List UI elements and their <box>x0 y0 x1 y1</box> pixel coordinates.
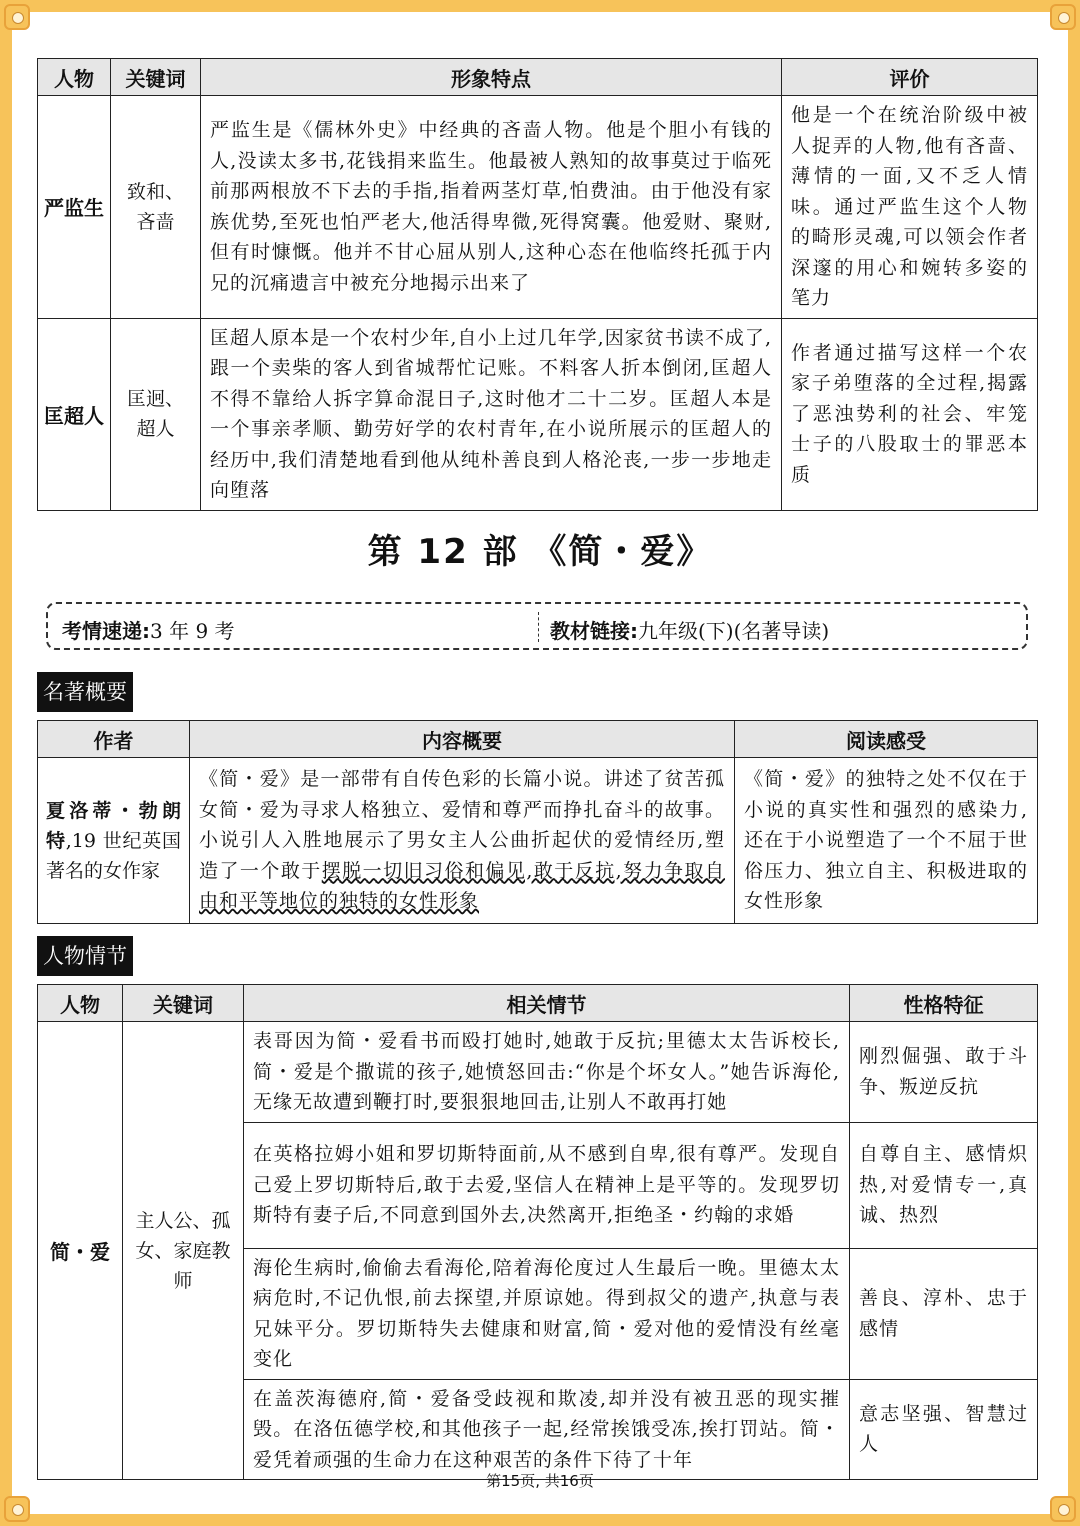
section-heading-summary: 名著概要 <box>37 672 133 712</box>
header-cell: 形象特点 <box>201 59 782 96</box>
keyword-cell: 致和、吝啬 <box>111 96 201 319</box>
summary-table <box>37 720 1038 924</box>
feature-cell: 匡超人原本是一个农村少年,自小上过几年学,因家贫书读不成了,跟一个卖柴的客人到省城帮忙记账。不料客人折本倒闭,匡超人不得不靠给人拆字算命混日子,这时他才二十二岁。匡超人本是一个事亲孝顺、勤劳好学的农村青年,在小说所展示的匡超人的经历中,我们清楚地看到他从纯朴善良到人格沦丧,一步一步地走向堕落 <box>201 318 782 510</box>
table-row <box>38 96 1038 319</box>
evaluation-cell: 他是一个在统治阶级中被人捉弄的人物,他有吝啬、薄情的一面,又不乏人情味。通过严监生这个人物的畸形灵魂,可以领会作者深邃的用心和婉转多姿的笔力 <box>782 96 1038 319</box>
header-cell: 评价 <box>782 59 1038 96</box>
reading-feeling: 《简・爱》的独特之处不仅在于小说的真实性和强烈的感染力,还在于小说塑造了一个不屈于世俗压力、独立自主、积极进取的女性形象 <box>735 758 1038 924</box>
exam-label: 考情速递: <box>62 619 150 643</box>
corner-ornament <box>1050 4 1076 30</box>
keyword-cell: 匡迥、超人 <box>111 318 201 510</box>
author-name: 夏洛蒂・勃朗特 <box>46 799 181 852</box>
plot-cell: 在英格拉姆小姐和罗切斯特面前,从不感到自卑,很有尊严。发现自己爱上罗切斯特后,敢于去爱,坚信人在精神上是平等的。发现罗切斯特有妻子后,不同意到国外去,决然离开,拒绝圣・约翰的求婚 <box>244 1122 850 1248</box>
textbook-info <box>550 615 829 644</box>
header-cell: 人物 <box>38 59 111 96</box>
header-cell: 关键词 <box>111 59 201 96</box>
header-cell: 阅读感受 <box>735 721 1038 758</box>
character-name: 匡超人 <box>38 318 111 510</box>
author-cell <box>38 758 190 924</box>
page-number: 第15页, 共16页 <box>486 1472 594 1490</box>
corner-ornament <box>4 1496 30 1522</box>
character-name: 简・爱 <box>38 1022 123 1480</box>
plot-cell: 表哥因为简・爱看书而殴打她时,她敢于反抗;里德太太告诉校长,简・爱是个撒谎的孩子,她愤怒回击:“你是个坏女人。”她告诉海伦,无缘无故遭到鞭打时,要狠狠地回击,让别人不敢再打她 <box>244 1022 850 1123</box>
summary-underlined-text: 摆脱一切旧习俗和偏见,敢于反抗,努力争取自由和平等地位的独特的女性形象 <box>199 859 725 913</box>
header-cell: 关键词 <box>123 985 244 1022</box>
info-box <box>46 602 1028 650</box>
trait-cell: 自尊自主、感情炽热,对爱情专一,真诚、热烈 <box>850 1122 1038 1248</box>
table-header-row <box>38 985 1038 1022</box>
trait-cell: 善良、淳朴、忠于感情 <box>850 1248 1038 1379</box>
trait-cell: 意志坚强、智慧过人 <box>850 1379 1038 1480</box>
textbook-label: 教材链接: <box>550 619 638 643</box>
plot-table <box>37 984 1038 1480</box>
corner-ornament <box>1050 1496 1076 1522</box>
author-description: ,19 世纪英国著名的女作家 <box>46 829 181 882</box>
exam-info <box>62 615 235 644</box>
header-cell: 内容概要 <box>190 721 735 758</box>
summary-text: 《简・爱》是一部带有自传色彩的长篇小说。讲述了贫苦孤女简・爱为寻求人格独立、爱情和尊严而挣扎奋斗的故事。小说引人入胜地展示了男女主人公曲折起伏的爱情经历,塑造了一个敢于 <box>199 768 725 882</box>
table-row <box>38 1022 1038 1123</box>
table-row <box>38 758 1038 924</box>
corner-ornament <box>4 4 30 30</box>
header-cell: 相关情节 <box>244 985 850 1022</box>
character-table-rulin <box>37 58 1038 511</box>
evaluation-cell: 作者通过描写这样一个农家子弟堕落的全过程,揭露了恶浊势利的社会、牢笼士子的八股取士的罪恶本质 <box>782 318 1038 510</box>
header-cell: 人物 <box>38 985 123 1022</box>
feature-cell: 严监生是《儒林外史》中经典的吝啬人物。他是个胆小有钱的人,没读太多书,花钱捐来监生。他最被人熟知的故事莫过于临死前那两根放不下去的手指,指着两茎灯草,怕费油。由于他没有家族优势,至死也怕严老大,他活得卑微,死得窝囊。他爱财、聚财,但有时慷慨。他并不甘心屈从别人,这种心态在他临终托孤于内兄的沉痛遗言中被充分地揭示出来了 <box>201 96 782 319</box>
plot-cell: 海伦生病时,偷偷去看海伦,陪着海伦度过人生最后一晚。里德太太病危时,不记仇恨,前去探望,并原谅她。得到叔父的遗产,执意与表兄妹平分。罗切斯特失去健康和财富,简・爱对他的爱情没有丝毫变化 <box>244 1248 850 1379</box>
chapter-title: 第 12 部 《简・爱》 <box>367 532 713 572</box>
table-header-row <box>38 59 1038 96</box>
divider <box>538 612 539 642</box>
section-heading-plot: 人物情节 <box>37 936 133 976</box>
content-summary <box>190 758 735 924</box>
table-row <box>38 318 1038 510</box>
keyword-cell: 主人公、孤女、家庭教师 <box>123 1022 244 1480</box>
character-name: 严监生 <box>38 96 111 319</box>
exam-value: 3 年 9 考 <box>150 619 235 643</box>
textbook-value: 九年级(下)(名著导读) <box>638 619 830 643</box>
trait-cell: 刚烈倔强、敢于斗争、叛逆反抗 <box>850 1022 1038 1123</box>
header-cell: 作者 <box>38 721 190 758</box>
plot-cell: 在盖茨海德府,简・爱备受歧视和欺凌,却并没有被丑恶的现实摧毁。在洛伍德学校,和其他孩子一起,经常挨饿受冻,挨打罚站。简・爱凭着顽强的生命力在这种艰苦的条件下待了十年 <box>244 1379 850 1480</box>
header-cell: 性格特征 <box>850 985 1038 1022</box>
table-header-row <box>38 721 1038 758</box>
